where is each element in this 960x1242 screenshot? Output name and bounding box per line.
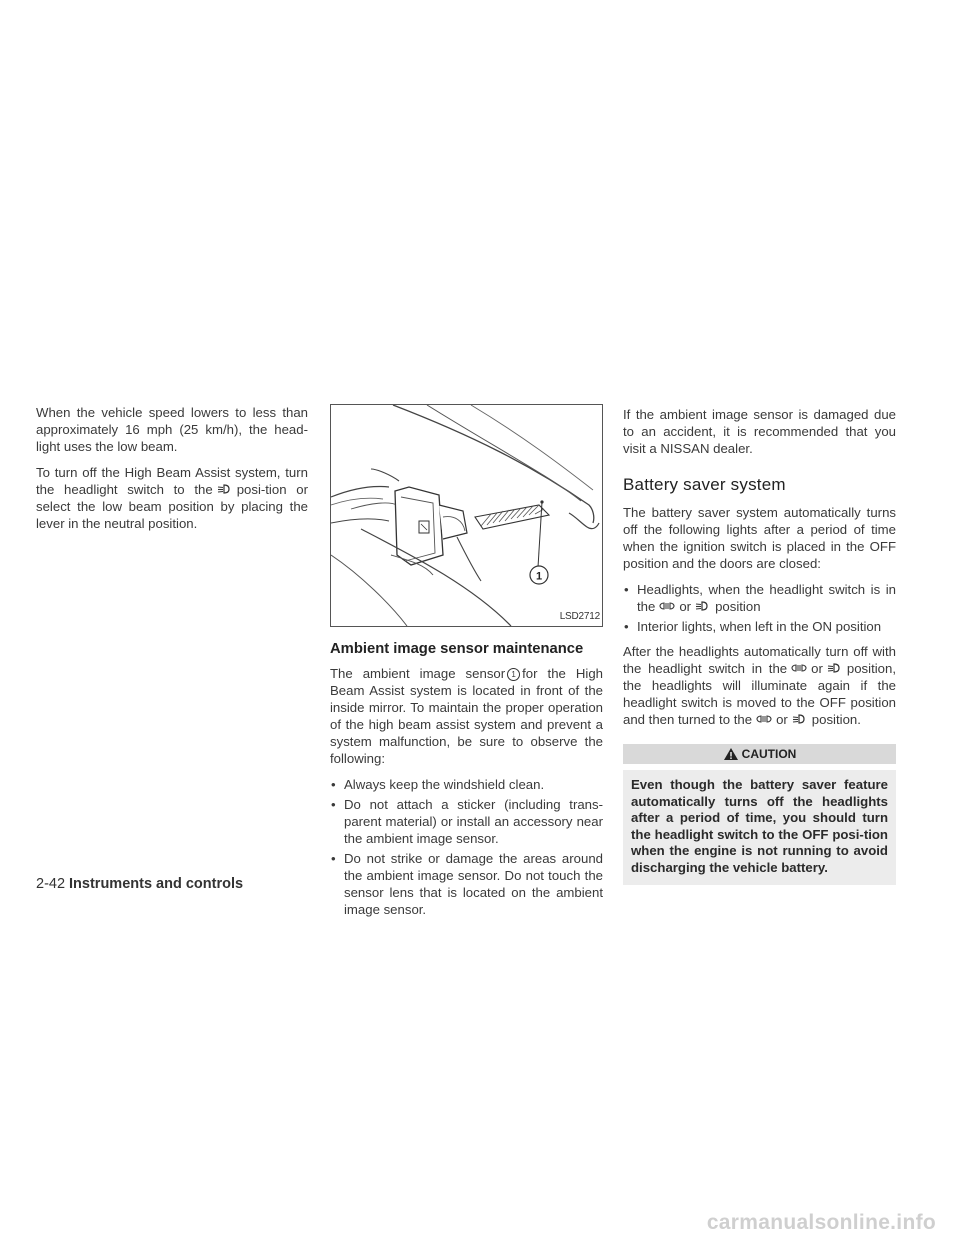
figure-code: LSD2712 bbox=[559, 611, 600, 622]
callout-number: 1 bbox=[535, 570, 543, 583]
paragraph-battery-saver: The battery saver system automatically turns off the following lights after a period of time when the ignition switch is placed in the OFF position and the doors are closed: bbox=[623, 505, 896, 571]
watermark: carmanualsonline.info bbox=[706, 1211, 936, 1234]
heading-sensor-maintenance: Ambient image sensor maintenance bbox=[330, 641, 584, 657]
callout-marker: 1 bbox=[507, 668, 520, 681]
text-segment: The ambient image sensor bbox=[330, 666, 506, 681]
text-segment: Headlights, when the headlight switch is in the bbox=[637, 582, 896, 614]
sensor-illustration bbox=[330, 404, 603, 627]
parking-light-icon bbox=[658, 600, 676, 612]
column-right bbox=[623, 406, 896, 885]
text-segment: for the High Beam Assist system is located in front of the inside mirror. To maintain the proper operation of the high beam assist system and prevent a system malfunction, be sure to observe the following: bbox=[330, 666, 603, 766]
text-segment: or bbox=[776, 712, 788, 727]
headlight-icon bbox=[694, 600, 712, 612]
paragraph-sensor-damage: If the ambient image sensor is damaged due to an accident, it is recommended that you visit a NISSAN dealer. bbox=[623, 407, 896, 456]
caution-title: CAUTION bbox=[741, 746, 797, 761]
page-number: 2-42 bbox=[36, 876, 66, 892]
text-segment: position bbox=[715, 599, 761, 614]
headlight-icon bbox=[216, 483, 234, 495]
parking-light-icon bbox=[755, 713, 773, 725]
text-segment: or bbox=[811, 661, 823, 676]
paragraph-reilluminate bbox=[623, 643, 896, 728]
heading-battery-saver: Battery saver system bbox=[623, 475, 786, 494]
text-segment: or bbox=[679, 599, 692, 614]
sensor-drawing bbox=[331, 405, 602, 626]
list-item: • Do not strike or damage the areas around the ambient image sensor. Do not touch the sensor lens that is located on the ambient image sensor. bbox=[330, 850, 603, 918]
text-segment: posi-tion or select the low beam position by placing the lever in the neutral position. bbox=[36, 482, 308, 531]
battery-saver-list bbox=[623, 581, 896, 635]
page-footer bbox=[36, 876, 243, 892]
paragraph-sensor-intro bbox=[330, 665, 603, 767]
list-item bbox=[623, 581, 896, 615]
text-segment: position. bbox=[811, 712, 861, 727]
column-left bbox=[36, 404, 308, 541]
text-segment: To turn off the High Beam Assist system, turn the headlight switch to the bbox=[36, 465, 308, 497]
text-segment: position, the headlights will illuminate again if the headlight switch is moved to the OFF position and then turned to the bbox=[623, 661, 896, 727]
text-segment: After the headlights automatically turn off with the headlight switch in the bbox=[623, 644, 896, 676]
list-item: • Do not attach a sticker (including trans-parent material) or install an accessory near the ambient image sensor. bbox=[330, 796, 603, 847]
warning-triangle-icon bbox=[723, 747, 739, 761]
column-middle bbox=[330, 404, 603, 926]
paragraph-low-beam: When the vehicle speed lowers to less than approximately 16 mph (25 km/h), the head-light uses the low beam. bbox=[36, 405, 308, 454]
caution-header bbox=[623, 744, 896, 764]
list-item: • Always keep the windshield clean. bbox=[330, 776, 603, 793]
parking-light-icon bbox=[790, 662, 808, 674]
caution-text: Even though the battery saver feature automatically turns off the headlights after a period of time, you should turn the headlight switch to the OFF posi-tion when the engine is not running to avoid discharging the vehicle battery. bbox=[623, 770, 896, 885]
headlight-icon bbox=[791, 713, 809, 725]
list-item: • Interior lights, when left in the ON position bbox=[623, 618, 896, 635]
section-title: Instruments and controls bbox=[69, 876, 244, 892]
headlight-icon bbox=[826, 662, 844, 674]
maintenance-list bbox=[330, 776, 603, 918]
paragraph-turn-off-assist bbox=[36, 464, 308, 532]
